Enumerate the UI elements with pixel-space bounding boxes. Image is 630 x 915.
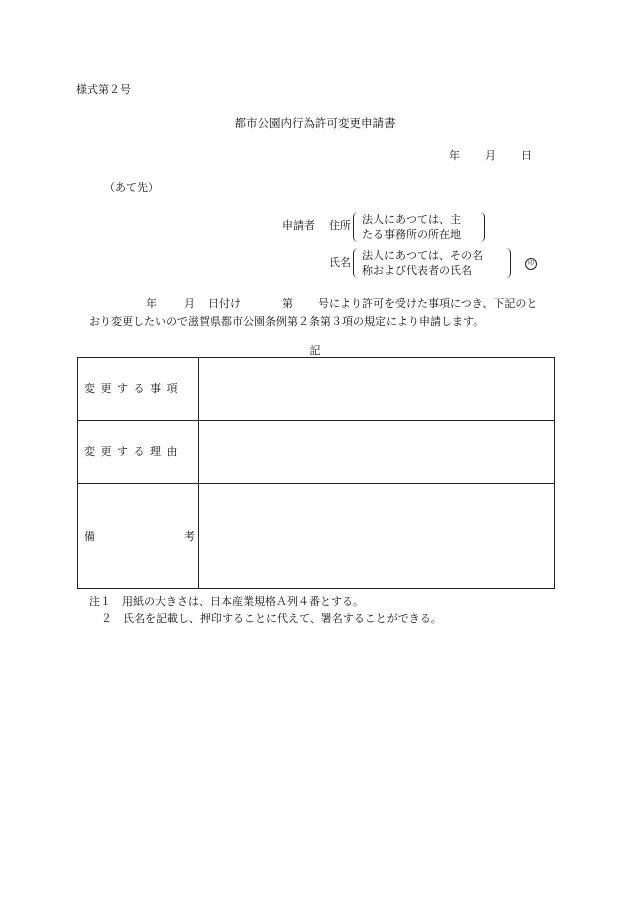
label-remarks-left: 備 (84, 530, 95, 543)
table-row-remarks (78, 484, 554, 588)
date-year: 年 (449, 149, 460, 162)
label-remarks-right: 考 (184, 530, 195, 543)
name-note-line-2: 称および代表者の氏名 (362, 264, 472, 277)
body-line-2: おり変更したいので滋賀県都市公園条例第２条第３項の規定により申請します。 (89, 315, 485, 328)
address-note-line-2: たる事務所の所在地 (362, 228, 461, 241)
record-heading: 記 (309, 344, 321, 357)
seal-mark: 印 (525, 258, 537, 270)
address-note-line-1: 法人にあつては、主 (362, 213, 461, 226)
body-number-prefix: 第 (282, 297, 293, 310)
applicant-label: 申請者 (282, 219, 315, 232)
body-line1-rest: 号により許可を受けた事項につき、下記のと (318, 297, 538, 310)
note-2: ２ 氏名を記載し、押印することに代えて、署名することができる。 (101, 612, 442, 625)
change-details-table (77, 357, 555, 589)
body-year: 年 (146, 297, 157, 310)
note-1: 注１ 用紙の大きさは、日本産業規格Ａ列４番とする。 (89, 595, 364, 608)
body-day-dated: 日付け (208, 297, 241, 310)
table-row-change-reason (78, 421, 554, 484)
label-change-item: 変 更 す る 事 項 (84, 382, 179, 395)
date-month: 月 (485, 149, 496, 162)
label-change-reason: 変 更 す る 理 由 (84, 445, 179, 458)
address-label: 住所 (329, 219, 351, 232)
name-note-line-1: 法人にあつては、その名 (362, 249, 483, 262)
form-number: 様式第２号 (76, 83, 131, 96)
table-row-change-item (78, 358, 554, 421)
addressee: （あて先） (104, 181, 159, 194)
document-title: 都市公園内行為許可変更申請書 (234, 116, 396, 130)
body-month: 月 (184, 297, 195, 310)
name-label: 氏名 (329, 256, 351, 269)
date-day: 日 (521, 149, 532, 162)
